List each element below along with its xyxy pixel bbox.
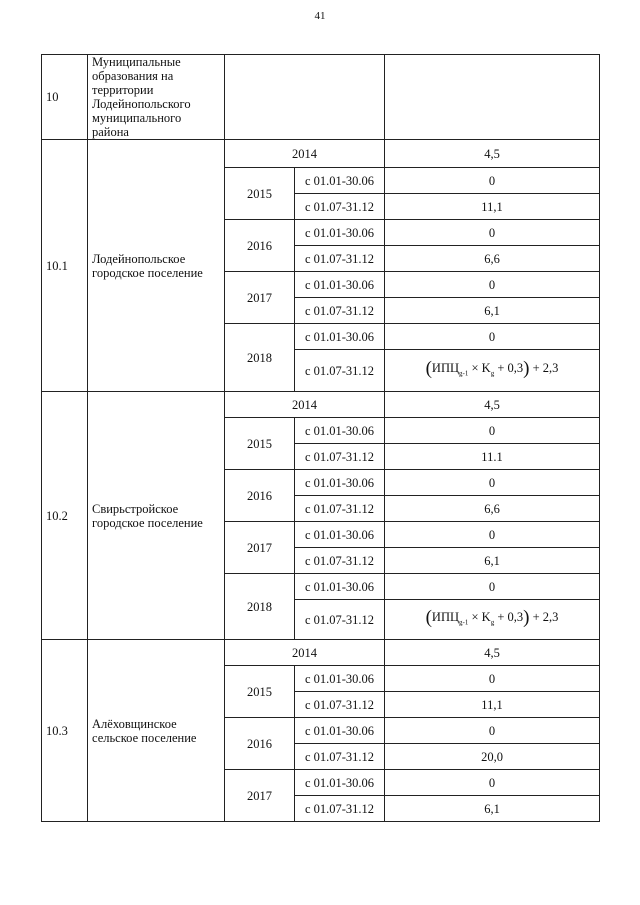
formula: $(ИПЦ_{g-1} \times K_g + 0,3) + 2,3$ — [425, 357, 559, 379]
period-cell: с 01.01-30.06 — [295, 470, 385, 496]
value-cell: 0 — [385, 770, 600, 796]
value-cell: 4,5 — [385, 140, 600, 168]
value-cell: 0 — [385, 418, 600, 444]
municipality-name: Свирьстройское городское поселение — [88, 392, 225, 640]
period-cell: с 01.07-31.12 — [295, 246, 385, 272]
value-cell: 0 — [385, 718, 600, 744]
table-row — [42, 140, 600, 168]
period-cell: с 01.07-31.12 — [295, 692, 385, 718]
empty-cell — [385, 55, 600, 140]
period-cell: с 01.01-30.06 — [295, 324, 385, 350]
value-cell: 0 — [385, 522, 600, 548]
period-cell: с 01.07-31.12 — [295, 298, 385, 324]
year-cell: 2014 — [225, 392, 385, 418]
period-cell: с 01.07-31.12 — [295, 548, 385, 574]
municipality-name: Алёховщинское сельское поселение — [88, 640, 225, 822]
formula-cell — [385, 600, 600, 640]
year-cell: 2015 — [225, 168, 295, 220]
empty-cell — [225, 55, 385, 140]
period-cell: с 01.07-31.12 — [295, 194, 385, 220]
period-cell: с 01.01-30.06 — [295, 522, 385, 548]
value-cell: 4,5 — [385, 640, 600, 666]
value-cell: 4,5 — [385, 392, 600, 418]
period-cell: с 01.01-30.06 — [295, 272, 385, 298]
period-cell: с 01.07-31.12 — [295, 444, 385, 470]
value-cell: 0 — [385, 168, 600, 194]
year-cell: 2014 — [225, 640, 385, 666]
formula-cell — [385, 350, 600, 392]
value-cell: 6,6 — [385, 496, 600, 522]
page-number: 41 — [314, 10, 326, 22]
year-cell: 2018 — [225, 574, 295, 640]
value-cell: 6,1 — [385, 548, 600, 574]
row-number: 10.2 — [42, 392, 88, 640]
year-cell: 2017 — [225, 770, 295, 822]
row-number: 10 — [42, 55, 88, 140]
period-cell: с 01.07-31.12 — [295, 796, 385, 822]
value-cell: 6,1 — [385, 298, 600, 324]
period-cell: с 01.01-30.06 — [295, 718, 385, 744]
period-cell: с 01.01-30.06 — [295, 666, 385, 692]
row-number: 10.3 — [42, 640, 88, 822]
year-cell: 2017 — [225, 272, 295, 324]
year-cell: 2018 — [225, 324, 295, 392]
year-cell: 2014 — [225, 140, 385, 168]
value-cell: 6,6 — [385, 246, 600, 272]
value-cell: 11,1 — [385, 692, 600, 718]
tariff-table — [41, 54, 600, 822]
value-cell: 0 — [385, 220, 600, 246]
year-cell: 2016 — [225, 718, 295, 770]
period-cell: с 01.01-30.06 — [295, 168, 385, 194]
value-cell: 11.1 — [385, 444, 600, 470]
table-row — [42, 640, 600, 666]
value-cell: 6,1 — [385, 796, 600, 822]
year-cell: 2017 — [225, 522, 295, 574]
period-cell: с 01.07-31.12 — [295, 350, 385, 392]
value-cell: 0 — [385, 666, 600, 692]
period-cell: с 01.01-30.06 — [295, 770, 385, 796]
year-cell: 2016 — [225, 220, 295, 272]
municipality-name: Лодейнопольское городское поселение — [88, 140, 225, 392]
value-cell: 0 — [385, 574, 600, 600]
value-cell: 11,1 — [385, 194, 600, 220]
year-cell: 2016 — [225, 470, 295, 522]
value-cell: 0 — [385, 272, 600, 298]
row-number: 10.1 — [42, 140, 88, 392]
municipality-name: Муниципальные образования на территории Лодейнопольского муниципального района — [88, 55, 225, 140]
value-cell: 0 — [385, 470, 600, 496]
period-cell: с 01.01-30.06 — [295, 574, 385, 600]
year-cell: 2015 — [225, 666, 295, 718]
value-cell: 0 — [385, 324, 600, 350]
period-cell: с 01.01-30.06 — [295, 220, 385, 246]
period-cell: с 01.07-31.12 — [295, 496, 385, 522]
year-cell: 2015 — [225, 418, 295, 470]
period-cell: с 01.07-31.12 — [295, 600, 385, 640]
formula: $(ИПЦ_{g-1} \times K_g + 0,3) + 2,3$ — [425, 606, 559, 628]
period-cell: с 01.01-30.06 — [295, 418, 385, 444]
table-row — [42, 392, 600, 418]
value-cell: 20,0 — [385, 744, 600, 770]
table-row — [42, 55, 600, 140]
period-cell: с 01.07-31.12 — [295, 744, 385, 770]
